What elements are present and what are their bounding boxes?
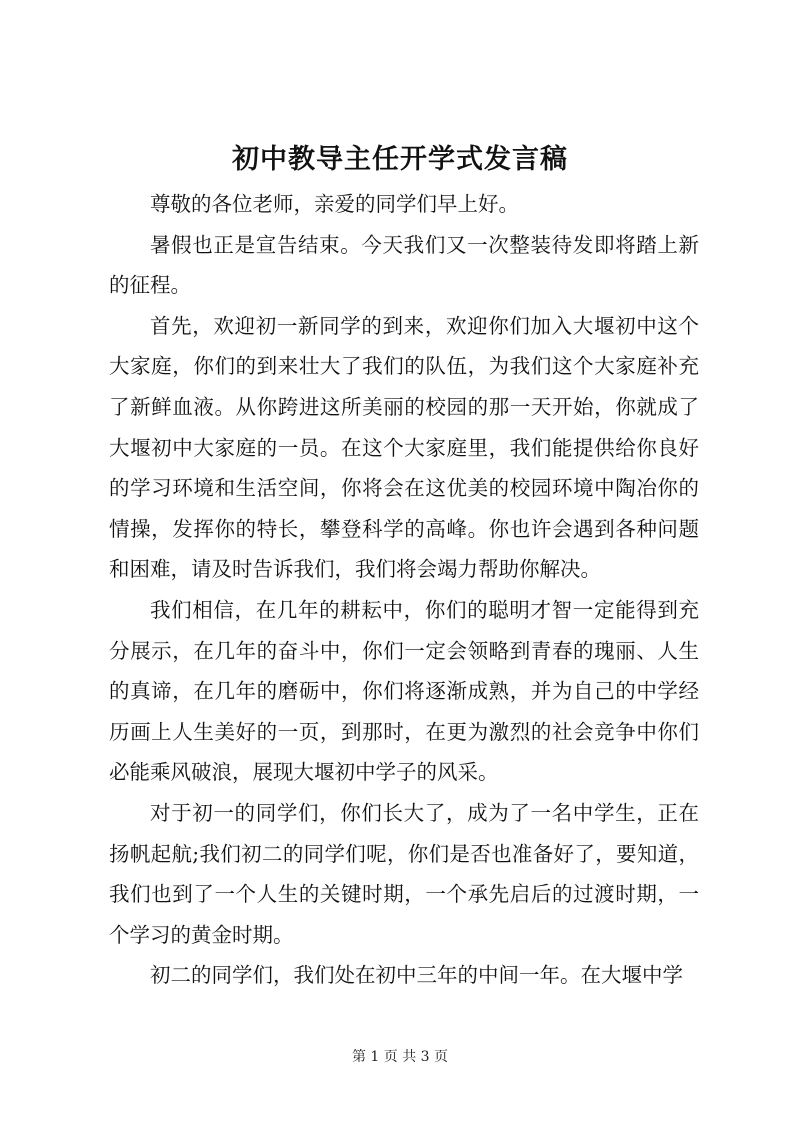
paragraph-opening: 暑假也正是宣告结束。今天我们又一次整装待发即将踏上新的征程。 (109, 232, 699, 298)
page-footer: 第 1 页 共 3 页 (351, 1049, 449, 1065)
paragraph-grade-one: 对于初一的同学们，你们长大了，成为了一名中学生，正在扬帆起航;我们初二的同学们呢，你们是否也准备好了，要知道，我们也到了一个人生的关键时期，一个承先启后的过渡时期，一个学习的黄金时期。 (109, 800, 699, 947)
paragraph-belief: 我们相信，在几年的耕耘中，你们的聪明才智一定能得到充分展示，在几年的奋斗中，你们一定会领略到青春的瑰丽、人生的真谛，在几年的磨砺中，你们将逐渐成熟，并为自己的中学经历画上人生美好的一页，到那时，在更为激烈的社会竞争中你们必能乘风破浪，展现大堰初中学子的风采。 (109, 597, 699, 785)
paragraph-grade-two: 初二的同学们，我们处在初中三年的中间一年。在大堰中学 (150, 963, 683, 988)
document-title: 初中教导主任开学式发言稿 (232, 144, 568, 175)
paragraph-greeting: 尊敬的各位老师，亲爱的同学们早上好。 (150, 192, 519, 216)
paragraph-welcome: 首先，欢迎初一新同学的到来，欢迎你们加入大堰初中这个大家庭，你们的到来壮大了我们的队伍，为我们这个大家庭补充了新鲜血液。从你跨进这所美丽的校园的那一天开始，你就成了大堰初中大家庭的一员。在这个大家庭里，我们能提供给你良好的学习环境和生活空间，你将会在这优美的校园环境中陶冶你的情操，发挥你的特长，攀登科学的高峰。你也许会遇到各种问题和困难，请及时告诉我们，我们将会竭力帮助你解决。 (109, 313, 699, 582)
document-body (109, 184, 699, 996)
